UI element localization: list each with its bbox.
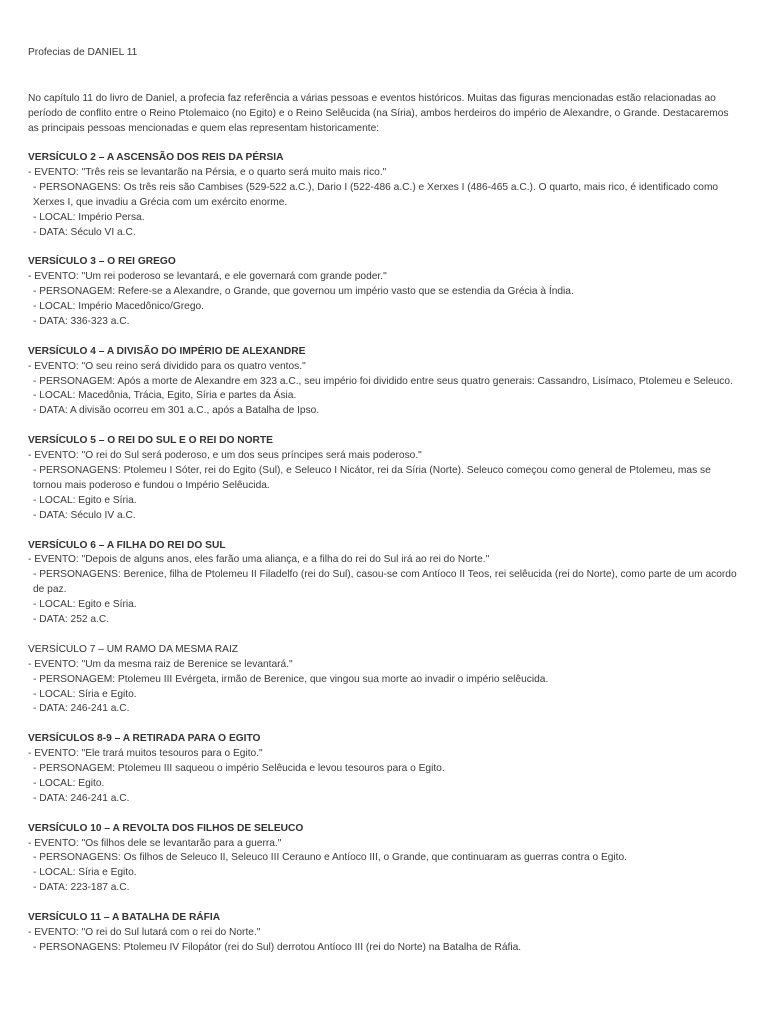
section-heading: VERSÍCULOS 8-9 – A RETIRADA PARA O EGITO <box>28 733 261 745</box>
characters-line: - PERSONAGEM: Ptolemeu III Evérgeta, irmão de Berenice, que vingou sua morte ao invadir o império selêucida. <box>33 673 549 685</box>
characters-line: - PERSONAGEM: Refere-se a Alexandre, o Grande, que governou um império vasto que se estendia da Grécia à Índia. <box>33 286 574 298</box>
characters-line: - PERSONAGEM: Ptolemeu III saqueou o império Selêucida e levou tesouros para o Egito. <box>33 763 445 775</box>
verse-section <box>28 732 742 807</box>
section-heading: VERSÍCULO 4 – A DIVISÃO DO IMPÉRIO DE ALEXANDRE <box>28 345 306 357</box>
event-line: - EVENTO: "Depois de alguns anos, eles farão uma aliança, e a filha do rei do Sul irá ao rei do Norte." <box>28 554 490 566</box>
verse-section <box>28 151 742 240</box>
verse-sections <box>28 151 742 971</box>
event-line: - EVENTO: "Três reis se levantarão na Pérsia, e o quarto será muito mais rico." <box>28 166 387 178</box>
location-line: - LOCAL: Síria e Egito. <box>33 867 137 879</box>
verse-section <box>28 643 742 718</box>
event-line: - EVENTO: "Ele trará muitos tesouros para o Egito." <box>28 748 263 760</box>
verse-section <box>28 255 742 330</box>
date-line: - DATA: Século VI a.C. <box>33 226 136 238</box>
date-line: - DATA: Século IV a.C. <box>33 509 136 521</box>
characters-line: - PERSONAGENS: Ptolemeu I Sóter, rei do Egito (Sul), e Seleuco I Nicátor, rei da Síria (Norte). Seleuco começou como general de Ptolemeu, mas se tornou mais poderoso e fundou o Império Selêucida. <box>33 464 711 491</box>
event-line: - EVENTO: "O rei do Sul lutará com o rei do Norte." <box>28 927 261 938</box>
date-line: - DATA: 252 a.C. <box>33 614 110 626</box>
section-heading: VERSÍCULO 2 – A ASCENSÃO DOS REIS DA PÉRSIA <box>28 152 284 163</box>
date-line: - DATA: 246-241 a.C. <box>33 703 130 715</box>
intro-paragraph: No capítulo 11 do livro de Daniel, a profecia faz referência a várias pessoas e eventos históricos. Muitas das figuras mencionadas estão relacionadas ao período de conflito entre o Reino Ptolemaico (no Egito) e o Reino Selêucida (na Síria), ambos herdeiros do império de Alexandre, o Grande. Destacaremos as principais pessoas mencionadas e quem elas representam historicamente: <box>28 93 729 134</box>
date-line: - DATA: 223-187 a.C. <box>33 882 130 894</box>
location-line: - LOCAL: Egito e Síria. <box>33 494 137 506</box>
location-line: - LOCAL: Síria e Egito. <box>33 688 137 700</box>
verse-section <box>28 911 742 956</box>
verse-section <box>28 822 742 897</box>
section-heading: VERSÍCULO 3 – O REI GREGO <box>28 256 176 268</box>
location-line: - LOCAL: Egito e Síria. <box>33 599 137 611</box>
verse-section <box>28 345 742 420</box>
event-line: - EVENTO: "Um rei poderoso se levantará, e ele governará com grande poder." <box>28 271 387 283</box>
date-line: - DATA: 336-323 a.C. <box>33 315 130 327</box>
location-line: - LOCAL: Império Persa. <box>33 211 145 223</box>
location-line: - LOCAL: Egito. <box>33 777 105 789</box>
characters-line: - PERSONAGENS: Os três reis são Cambises (529-522 a.C.), Dario I (522-486 a.C.) e Xerxes I (486-465 a.C.). O quarto, mais rico, é identificado como Xerxes I, que invadiu a Grécia com um exército enorme. <box>33 181 719 208</box>
characters-line: - PERSONAGENS: Os filhos de Seleuco II, Seleuco III Cerauno e Antíoco III, o Grande, que continuaram as guerras contra o Egito. <box>33 852 628 864</box>
event-line: - EVENTO: "Os filhos dele se levantarão para a guerra." <box>28 837 282 849</box>
verse-section <box>28 539 742 628</box>
location-line: - LOCAL: Império Macedônico/Grego. <box>33 301 204 313</box>
section-heading: VERSÍCULO 11 – A BATALHA DE RÁFIA <box>28 912 221 924</box>
characters-line: - PERSONAGENS: Ptolemeu IV Filopátor (rei do Sul) derrotou Antíoco III (rei do Norte) na Batalha de Ráfia. <box>33 941 522 953</box>
section-heading: VERSÍCULO 7 – UM RAMO DA MESMA RAIZ <box>28 643 239 655</box>
characters-line: - PERSONAGENS: Berenice, filha de Ptolemeu II Filadelfo (rei do Sul), casou-se com Antíoco II Teos, rei selêucida (rei do Norte), como parte de um acordo de paz. <box>33 569 737 596</box>
event-line: - EVENTO: "O seu reino será dividido para os quatro ventos." <box>28 360 306 372</box>
document-title: Profecias de DANIEL 11 <box>28 47 138 58</box>
section-heading: VERSÍCULO 6 – A FILHA DO REI DO SUL <box>28 539 226 551</box>
verse-section <box>28 434 742 523</box>
date-line: - DATA: 246-241 a.C. <box>33 792 130 804</box>
event-line: - EVENTO: "O rei do Sul será poderoso, e um dos seus príncipes será mais poderoso." <box>28 450 422 462</box>
characters-line: - PERSONAGEM: Após a morte de Alexandre em 323 a.C., seu império foi dividido entre seus quatro generais: Cassandro, Lisímaco, Ptolemeu e Seleuco. <box>33 375 733 387</box>
section-heading: VERSÍCULO 10 – A REVOLTA DOS FILHOS DE SELEUCO <box>28 822 304 834</box>
location-line: - LOCAL: Macedônia, Trácia, Egito, Síria e partes da Ásia. <box>33 390 297 402</box>
event-line: - EVENTO: "Um da mesma raiz de Berenice se levantará." <box>28 658 293 670</box>
date-line: - DATA: A divisão ocorreu em 301 a.C., após a Batalha de Ipso. <box>33 405 320 417</box>
section-heading: VERSÍCULO 5 – O REI DO SUL E O REI DO NORTE <box>28 435 273 447</box>
